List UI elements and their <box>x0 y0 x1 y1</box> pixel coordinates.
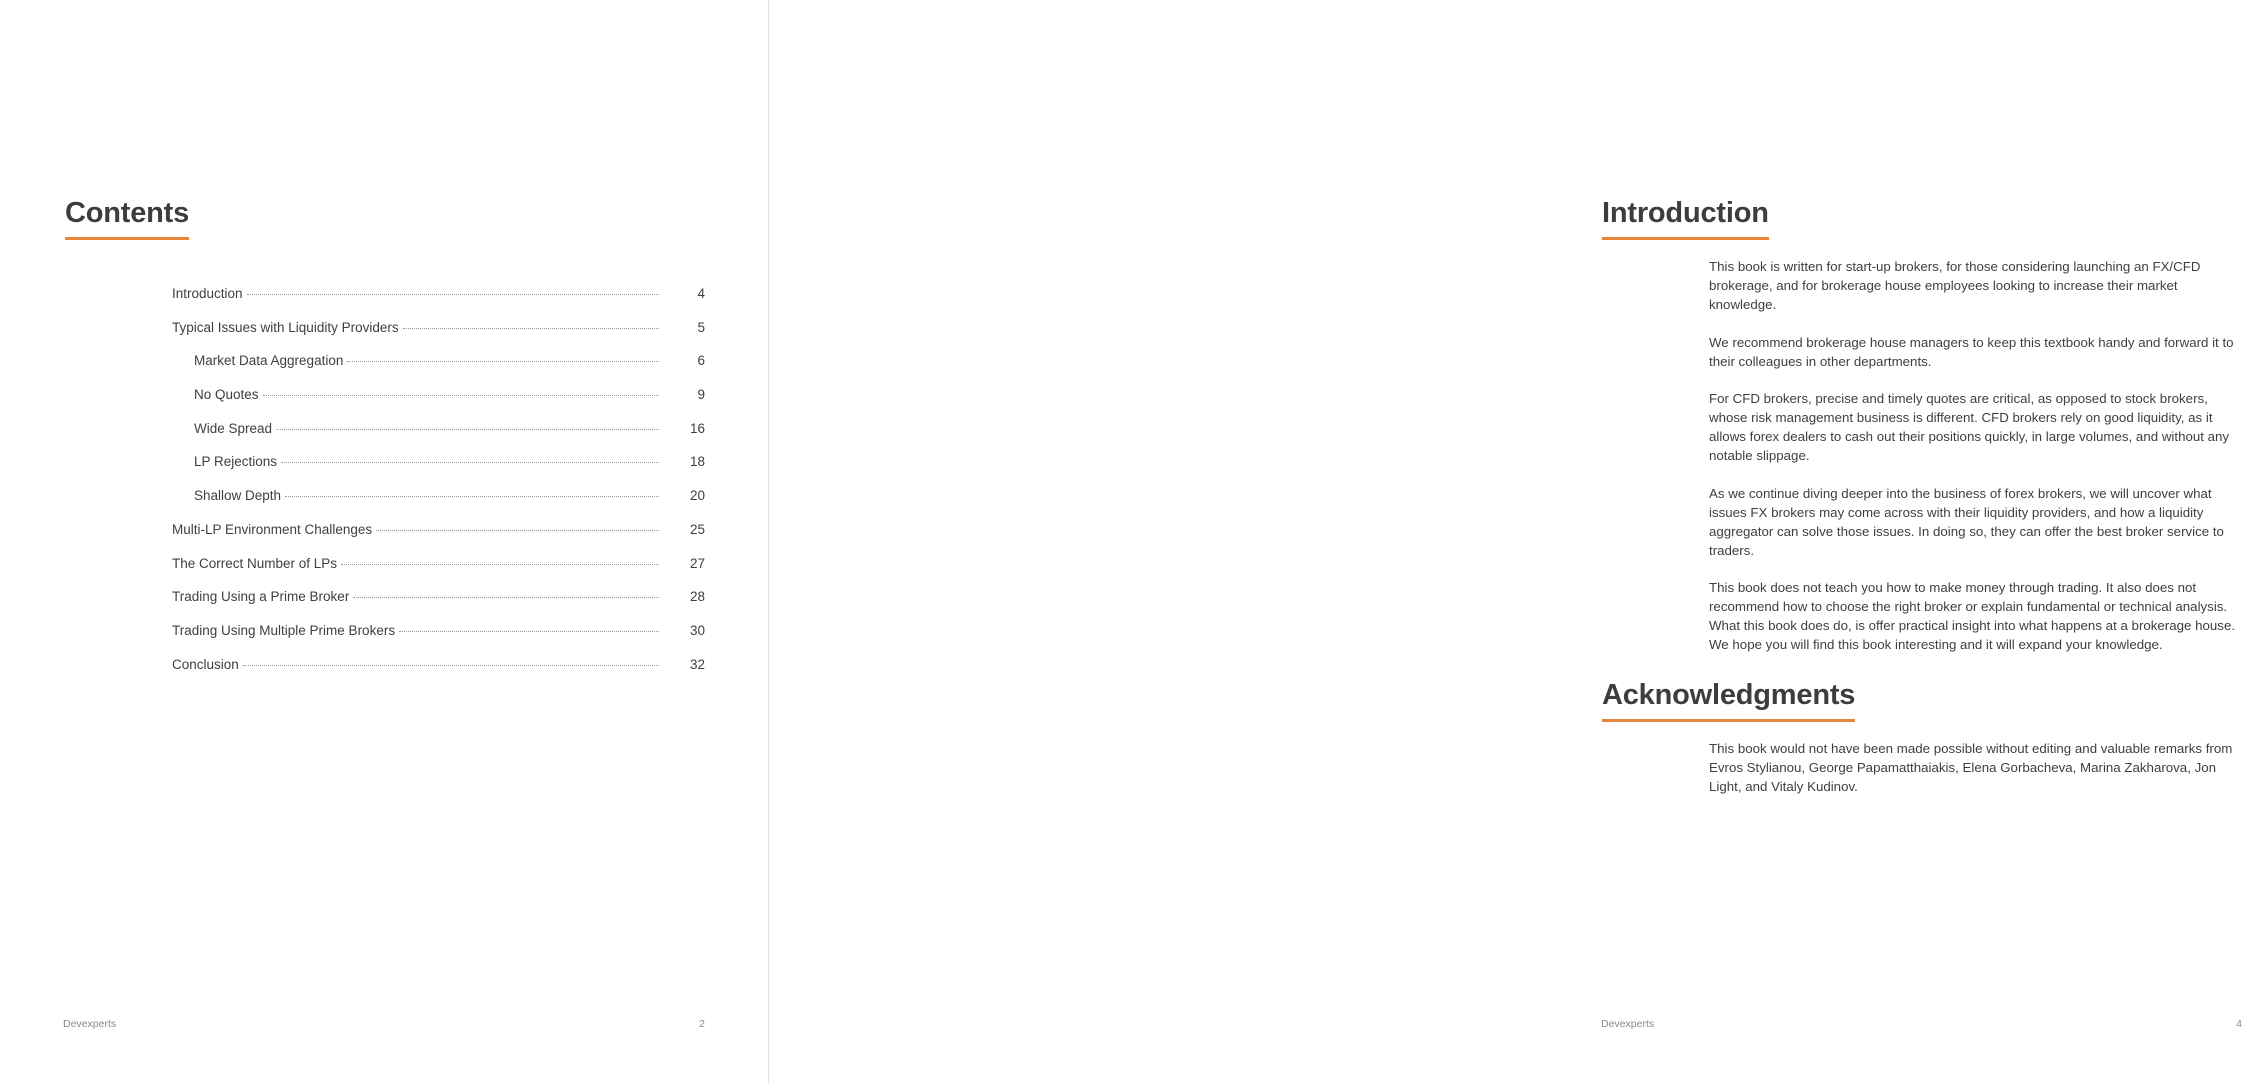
page-title: Contents <box>65 198 189 240</box>
contents-heading-wrap <box>65 198 189 240</box>
paragraph: This book is written for start-up brokers, for those considering launching an FX/CFD brokerage, and for brokerage house employees looking to increase their market knowledge. <box>1709 259 2201 312</box>
toc-leader-dots <box>263 395 659 396</box>
toc-entry-label: Shallow Depth <box>194 488 282 504</box>
page-right-introduction <box>769 0 2242 1084</box>
acknowledgments-body <box>1709 740 2242 797</box>
toc-entry[interactable] <box>172 454 705 470</box>
toc-leader-dots <box>276 429 659 430</box>
toc-entry-page-number: 27 <box>689 555 705 571</box>
toc-entry-page-number: 16 <box>689 420 705 436</box>
acknowledgments-heading-wrap <box>1602 680 1855 722</box>
toc-entry-label: Trading Using a Prime Broker <box>172 589 350 605</box>
footer-brand-left: Devexperts <box>63 1018 117 1030</box>
toc-leader-dots <box>285 496 659 497</box>
introduction-heading-wrap <box>1602 198 1769 240</box>
toc-leader-dots <box>403 328 659 329</box>
toc-entry-label: Multi-LP Environment Challenges <box>172 521 373 537</box>
paragraph: For CFD brokers, precise and timely quotes are critical, as opposed to stock brokers, whose risk management business is different. CFD brokers rely on good liquidity, as it allows forex dealers to cash out their positions quickly, in large volumes, and without any notable slippage. <box>1709 391 2230 463</box>
toc-leader-dots <box>399 631 659 632</box>
toc-entry[interactable] <box>172 522 705 538</box>
toc-entry[interactable] <box>172 488 705 504</box>
paragraph: This book does not teach you how to make money through trading. It also does not recommend how to choose the right broker or explain fundamental or technical analysis. What this book does do, is offer practical insight into what happens at a brokerage house. We hope you will find this book interesting and it will expand your knowledge. <box>1709 580 2236 652</box>
toc-entry-label: Typical Issues with Liquidity Providers <box>172 319 399 335</box>
toc-leader-dots <box>247 294 659 295</box>
toc-entry-label: No Quotes <box>194 387 259 403</box>
toc-entry[interactable] <box>172 286 705 302</box>
toc-entry-label: LP Rejections <box>194 454 278 470</box>
toc-entry-page-number: 25 <box>689 521 705 537</box>
toc-entry[interactable] <box>172 387 705 403</box>
toc-entry[interactable] <box>172 589 705 605</box>
acknowledgments-title: Acknowledgments <box>1602 680 1855 722</box>
toc-entry-page-number: 9 <box>697 387 705 403</box>
toc-leader-dots <box>347 361 659 362</box>
toc-entry-label: Wide Spread <box>194 420 273 436</box>
footer-page-number-left: 2 <box>699 1018 705 1030</box>
toc-entry-page-number: 18 <box>689 454 705 470</box>
toc-leader-dots <box>341 564 659 565</box>
toc-entry-page-number: 30 <box>689 622 705 638</box>
toc-leader-dots <box>243 665 659 666</box>
toc-entry-page-number: 5 <box>697 319 705 335</box>
footer-brand-right: Devexperts <box>1601 1018 1655 1030</box>
paragraph: We recommend brokerage house managers to keep this textbook handy and forward it to their colleagues in other departments. <box>1709 334 2234 369</box>
toc-entry-label: Trading Using Multiple Prime Brokers <box>172 622 396 638</box>
introduction-body <box>1709 258 2242 655</box>
introduction-title: Introduction <box>1602 198 1769 240</box>
toc-entry[interactable] <box>172 320 705 336</box>
toc-entry[interactable] <box>172 556 705 572</box>
toc-leader-dots <box>281 462 659 463</box>
table-of-contents <box>172 286 705 690</box>
toc-entry-page-number: 4 <box>697 286 705 301</box>
page-left-contents <box>0 0 769 1084</box>
paragraph: This book would not have been made possible without editing and valuable remarks from Evros Stylianou, George Papamatthaiakis, Elena Gorbacheva, Marina Zakharova, Jon Light, and Vitaly Kudinov. <box>1709 741 2233 794</box>
toc-entry[interactable] <box>172 353 705 369</box>
toc-entry-label: Conclusion <box>172 656 239 672</box>
toc-entry-page-number: 6 <box>697 353 705 369</box>
toc-leader-dots <box>376 530 659 531</box>
toc-entry-label: The Correct Number of LPs <box>172 555 338 571</box>
toc-entry[interactable] <box>172 421 705 437</box>
toc-entry-label: Market Data Aggregation <box>194 353 344 369</box>
toc-leader-dots <box>353 597 659 598</box>
toc-entry-page-number: 28 <box>689 589 705 605</box>
toc-entry-page-number: 20 <box>689 488 705 504</box>
footer-page-number-right: 4 <box>2236 1018 2242 1030</box>
toc-entry-page-number: 32 <box>689 656 705 672</box>
toc-entry[interactable] <box>172 657 705 673</box>
toc-entry[interactable] <box>172 623 705 639</box>
paragraph: As we continue diving deeper into the business of forex brokers, we will uncover what issues FX brokers may come across with their liquidity providers, and how a liquidity aggregator can solve those issues. In doing so, they can offer the best broker service to traders. <box>1709 485 2224 558</box>
toc-entry-label: Introduction <box>172 286 243 301</box>
